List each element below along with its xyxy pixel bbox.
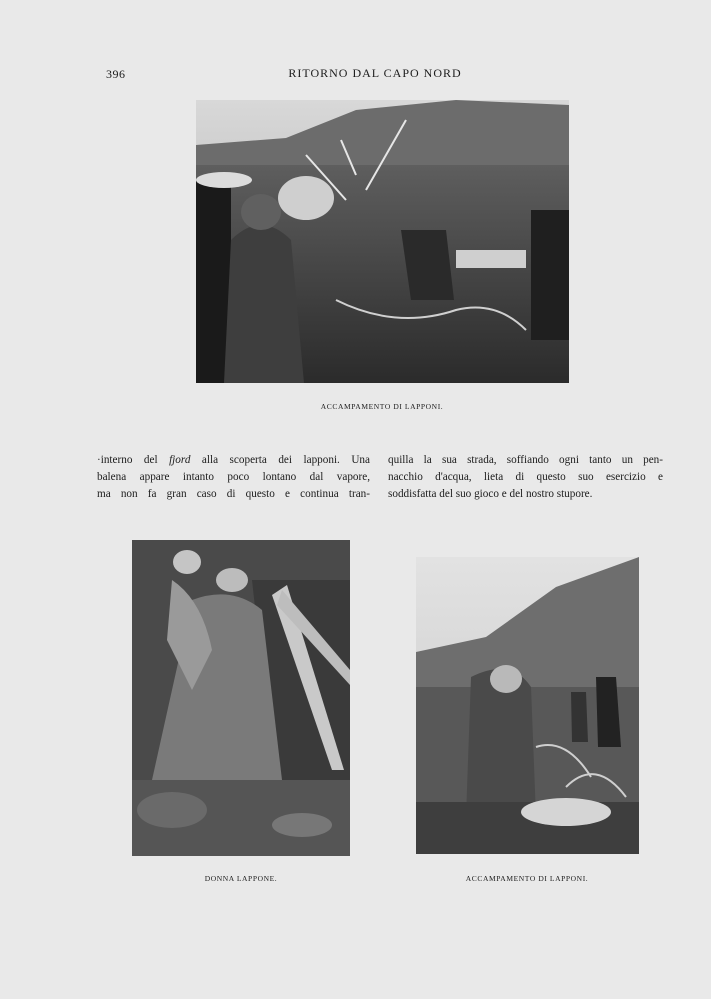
- right-text-column: [388, 452, 663, 503]
- right-line-1: quilla la sua strada, soffiando ogni tanto un pen-: [388, 454, 663, 466]
- left-line-1: ·interno del fjord alla scoperta dei lapponi. Una: [97, 454, 370, 466]
- right-line-3: soddisfatta del suo gioco e del nostro stupore.: [388, 488, 593, 500]
- left-text-column: [97, 452, 370, 503]
- top-photograph: [196, 100, 569, 383]
- page-number: 396: [106, 67, 126, 81]
- left-line-2: balena appare intanto poco lontano dal vapore,: [97, 471, 370, 483]
- bottom-left-caption: DONNA LAPPONE.: [204, 874, 278, 883]
- running-title: RITORNO DAL CAPO NORD: [288, 66, 462, 80]
- right-line-2: nacchio d'acqua, lieta di questo suo esercizio e: [388, 471, 663, 483]
- bottom-right-caption: ACCAMPAMENTO DI LAPPONI.: [465, 874, 589, 883]
- bottom-left-photograph: [132, 540, 350, 856]
- bottom-right-photograph: [416, 557, 639, 854]
- top-photo-caption: ACCAMPAMENTO DI LAPPONI.: [320, 402, 444, 411]
- left-line-3: ma non fa gran caso di questo e continua tran-: [97, 488, 370, 500]
